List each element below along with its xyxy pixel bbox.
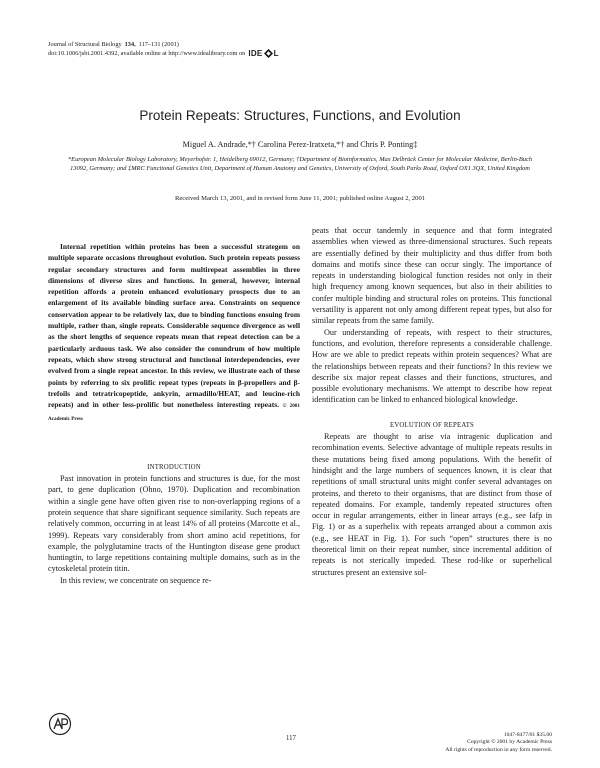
logo-text-right: L (273, 49, 279, 58)
right-column (312, 225, 552, 578)
journal-name: Journal of Structural Biology (48, 41, 122, 48)
right-paragraph-2: Our understanding of repeats, with respect to their structures, functions, and evolution, therefore represents a considerable challenge. How are we able to predict repeats within protein sequences? What are the relationships between repeats and their functions? In this review we describe six major repeat classes and their functions, structures, and possible evolutionary mechanisms. We attempt to describe how repeat identification can be linked to enhanced biological knowledge. (312, 327, 552, 405)
logo-diamond-icon (264, 49, 273, 58)
intro-paragraph-1: Past innovation in protein functions and structures is due, for the most part, to gene duplication (Ohno, 1970). Duplication and recombination within a single gene have often given rise to non-overlapping regions of a protein sequence that share significant sequence similarity. Such repeats are relatively common, occurring in at least 14% of all proteins (Marcotte et al., 1999). Repeats vary considerably from short amino acid repetitions, for example, the polyglutamine tracts of the Huntington disease gene product huntingtin, to large repetitions containing multiple domains, such as in the cytoskeletal protein titin. (48, 474, 300, 574)
article-title: Protein Repeats: Structures, Functions, and Evolution (139, 108, 461, 123)
footer-copyright-block (400, 732, 552, 754)
article-authors: Miguel A. Andrade,*† Carolina Perez-Iratxeta,*† and Chris P. Ponting‡ (182, 140, 418, 149)
journal-header (48, 40, 279, 58)
logo-text-left: IDE (248, 49, 263, 58)
evolution-heading: EVOLUTION OF REPEATS (389, 421, 475, 429)
journal-volume: 134, (124, 41, 136, 48)
doi-line: doi:10.1006/jsbi.2001.4392, available online at http://www.idealibrary.com on (48, 50, 246, 57)
abstract (48, 241, 300, 426)
footer-code: 1047-8477/01 $35.00 (503, 732, 552, 738)
introduction-heading: INTRODUCTION (147, 463, 201, 471)
academic-press-logo-icon (48, 712, 72, 736)
article-affiliations: *European Molecular Biology Laboratory, Meyerhofstr. 1, Heidelberg 69012, Germany; †Department of Bioinformatics, Max Delbrück Center for Molecular Medicine, Berlin-Buch 13092, Germany; and ‡MRC Functional Genetics Unit, Department of Human Anatomy and Genetics, University of Oxford, South Parks Road, Oxford OX1 3QX, United Kingdom (67, 156, 533, 173)
right-paragraph-1: peats that occur tandemly in sequence and that form integrated assemblies when viewed as three-dimensional structures. Such repeats are essentially defined by their multiplicity and thus differ from both domains and motifs since these can occur singly. The importance of repeats in understanding biological function resides not only in their high frequency among known sequences, but also in their abilities to confer multiple binding and structural roles on proteins. This functional versatility is apparent not only among different repeat types, but also for similar repeats from the same family. (312, 226, 552, 326)
left-column (48, 241, 300, 586)
received-dates: Received March 13, 2001, and in revised form June 11, 2001; published online August 2, 2001 (174, 195, 426, 202)
abstract-text: Internal repetition within proteins has been a successful strategem on multiple separate occasions throughout evolution. Such protein repeats possess regular secondary structures and form multirepeat assemblies in three dimensions of diverse sizes and functions. In general, however, internal repetition affords a protein enhanced evolutionary prospects due to an enlargement of its available binding surface area. Constraints on sequence conservation appear to be relatively lax, due to binding functions ensuing from multiple, rather than, single repeats. Considerable sequence divergence as well as the short lengths of sequence repeats mean that repeat detection can be a particularly arduous task. We also consider the conundrum of how multiple repeats, which show strong structural and functional interdependencies, ever evolved from a single repeat ancestor. In this review, we illustrate each of these points by referring to six prolific repeat types (repeats in β-propellers and β-trefoils and tetratricopeptide, ankyrin, armadillo/HEAT, and leucine-rich repeats) and in other less-prolific but nonetheless interesting repeats. (48, 242, 300, 410)
footer-rights: All rights of reproduction in any form reserved. (445, 746, 552, 753)
idealibrary-logo (248, 49, 278, 58)
journal-pages-year: 117–131 (2001) (138, 41, 179, 48)
footer-copyright: Copyright © 2001 by Academic Press (467, 739, 552, 746)
abstract-copyright: © 2001 Academic Press (48, 403, 300, 423)
evolution-paragraph: Repeats are thought to arise via intragenic duplication and recombination events. Selective advantage of multiple repeats results in these mutations being fixed among populations. With the benefit of hindsight and the large numbers of sequences known, it is clear that repetitions of small structural units might confer several advantages on proteins, and thereto to their organisms, that are distinct from those of repeated domains. For example, tandemly repeated structures often occur in regular arrangements, either in linear arrays (e.g., see Iafp in Fig. 1) or as a superhelix with repeats arranged about a common axis (e.g., see HEAT in Fig. 1). For such “open” structures there is no theoretical limit on their repeat number, since incremental addition of repeats is not sterically impeded. These rod-like or superhelical structures present an extensive sol- (312, 432, 552, 577)
page-number: 117 (286, 735, 296, 742)
intro-paragraph-2: In this review, we concentrate on sequence re- (60, 575, 212, 585)
